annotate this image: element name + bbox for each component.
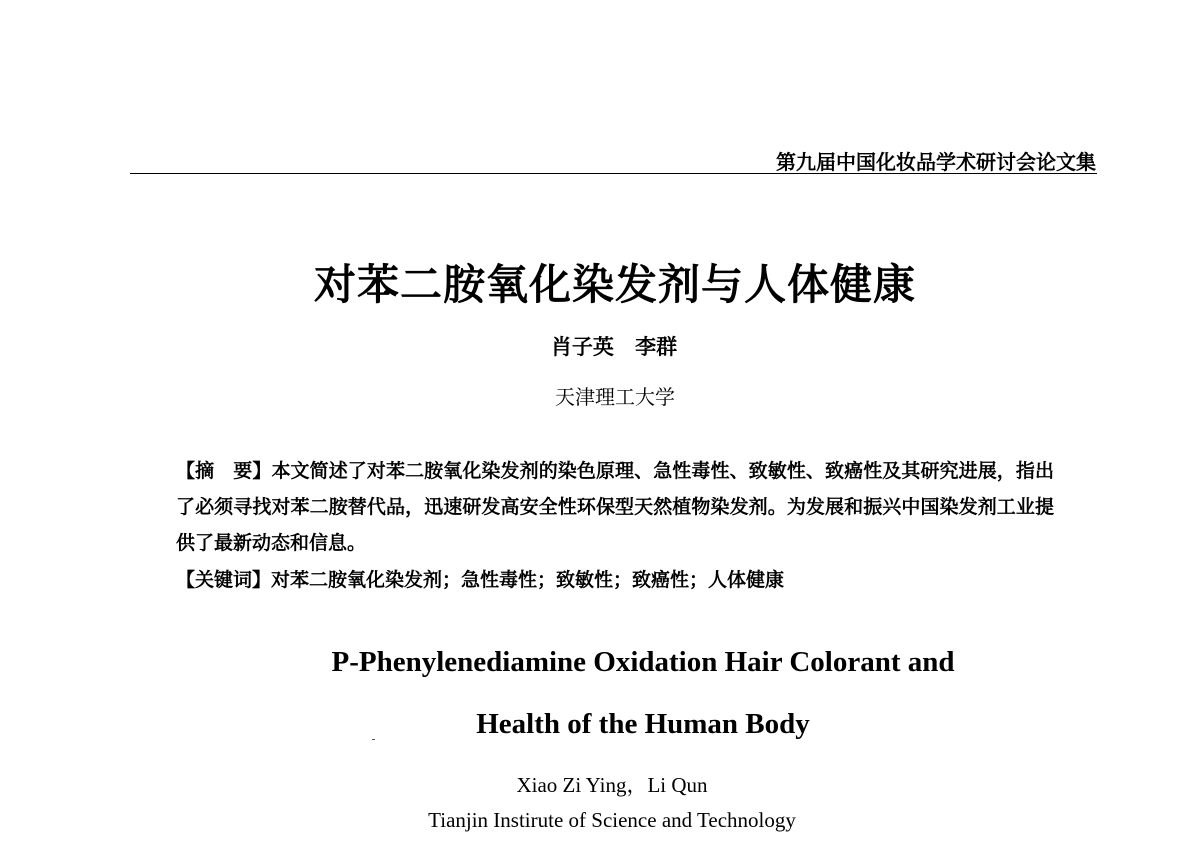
keywords-text: 对苯二胺氧化染发剂；急性毒性；致敏性；致癌性；人体健康 [271,569,785,591]
chinese-affiliation: 天津理工大学 [555,385,675,409]
chinese-title: 对苯二胺氧化染发剂与人体健康 [313,260,916,309]
keywords [176,564,1054,596]
abstract-text: 本文简述了对苯二胺氧化染发剂的染色原理、急性毒性、致敏性、致癌性及其研究进展，指出了必须寻找对苯二胺替代品，迅速研发高安全性环保型天然植物染发剂。为发展和振兴中国染发剂工业提供了最新动态和信息。 [176,460,1054,554]
header-rule [130,173,1097,174]
english-title-line-1: P-Phenylenediamine Oxidation Hair Colorant and [331,646,955,678]
english-title-line-2: Health of the Human Body [476,708,810,740]
chinese-authors: 肖子英 李群 [550,334,678,359]
abstract-label: 【摘 要】 [176,460,272,482]
english-affiliation: Tianjin Instirute of Science and Technology [428,808,796,832]
english-authors: Xiao Zi Ying，Li Qun [516,773,708,797]
keywords-label: 【关键词】 [176,569,272,591]
running-header: 第九届中国化妆品学术研讨会论文集 [776,150,1096,174]
abstract [176,453,1054,561]
